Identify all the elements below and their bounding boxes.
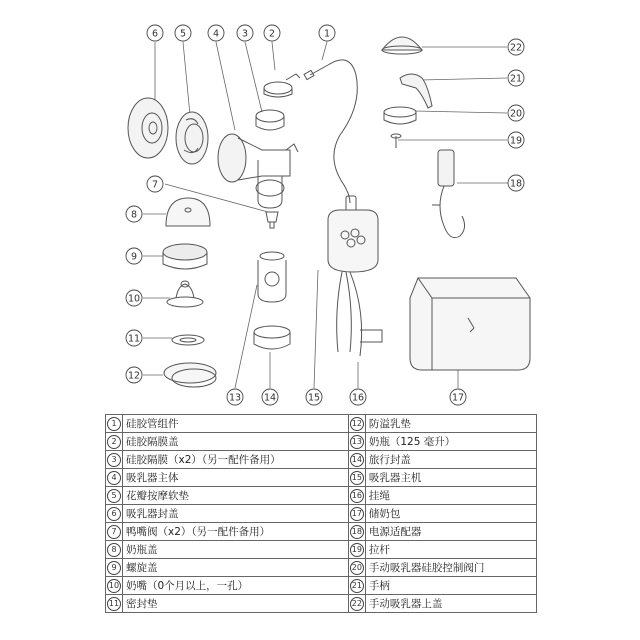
svg-text:6: 6 bbox=[151, 28, 159, 40]
travel-cap-drawing bbox=[254, 326, 290, 349]
part-number-badge: 13 bbox=[350, 435, 364, 449]
part-number-cell-right bbox=[348, 433, 365, 451]
table-row bbox=[106, 487, 537, 505]
part-number-cell-left bbox=[106, 523, 123, 541]
svg-text:15: 15 bbox=[307, 392, 321, 404]
svg-text:22: 22 bbox=[509, 42, 523, 54]
sealing-disc-drawing bbox=[172, 335, 204, 345]
svg-text:1: 1 bbox=[323, 28, 331, 40]
callout-14 bbox=[262, 389, 278, 405]
breast-pad-drawing bbox=[164, 363, 216, 387]
part-number-cell-right bbox=[348, 451, 365, 469]
part-number-badge: 12 bbox=[350, 417, 364, 431]
callout-2 bbox=[264, 25, 280, 41]
part-number-cell-left bbox=[106, 559, 123, 577]
svg-text:11: 11 bbox=[127, 333, 141, 345]
part-number-badge: 2 bbox=[107, 435, 121, 449]
part-number-badge: 21 bbox=[350, 579, 364, 593]
part-number-badge: 10 bbox=[107, 579, 121, 593]
callout-7 bbox=[147, 176, 163, 192]
part-number-cell-left bbox=[106, 541, 123, 559]
part-name-cell-left: 吸乳器封盖 bbox=[123, 505, 349, 523]
svg-text:9: 9 bbox=[130, 251, 138, 263]
part-name-cell-right: 奶瓶（125 毫升） bbox=[365, 433, 536, 451]
table-row bbox=[106, 451, 537, 469]
teat-drawing bbox=[167, 281, 203, 307]
part-name-cell-left: 吸乳器主体 bbox=[123, 469, 349, 487]
part-name-cell-right: 储奶包 bbox=[365, 505, 536, 523]
part-number-badge: 9 bbox=[107, 561, 121, 575]
part-number-cell-left bbox=[106, 469, 123, 487]
part-number-cell-left bbox=[106, 415, 123, 433]
callout-10 bbox=[126, 290, 142, 306]
svg-text:4: 4 bbox=[212, 28, 220, 40]
duckbill-valve-drawing bbox=[266, 212, 278, 228]
part-name-cell-left: 鸭嘴阀（x2）（另一配件备用） bbox=[123, 523, 349, 541]
part-name-cell-left: 硅胶隔膜盖 bbox=[123, 433, 349, 451]
part-number-cell-right bbox=[348, 523, 365, 541]
part-number-cell-right bbox=[348, 469, 365, 487]
silicone-diaphragm-drawing bbox=[256, 110, 284, 130]
part-number-badge: 4 bbox=[107, 471, 121, 485]
pump-body-drawing bbox=[218, 134, 298, 208]
callout-22 bbox=[508, 39, 524, 55]
svg-text:5: 5 bbox=[179, 28, 187, 40]
silicone-tubing-drawing bbox=[304, 60, 357, 212]
svg-text:7: 7 bbox=[151, 179, 159, 191]
control-valve-drawing bbox=[384, 107, 416, 124]
callout-5 bbox=[175, 25, 191, 41]
part-number-badge: 7 bbox=[107, 525, 121, 539]
part-number-cell-right bbox=[348, 595, 365, 613]
callout-20 bbox=[508, 105, 524, 121]
part-name-cell-left: 花瓣按摩软垫 bbox=[123, 487, 349, 505]
svg-text:18: 18 bbox=[509, 178, 523, 190]
part-name-cell-right: 防溢乳垫 bbox=[365, 415, 536, 433]
svg-text:19: 19 bbox=[509, 135, 523, 147]
part-number-badge: 14 bbox=[350, 453, 364, 467]
table-row bbox=[106, 505, 537, 523]
callout-16 bbox=[350, 389, 366, 405]
callout-6 bbox=[147, 25, 163, 41]
part-number-badge: 1 bbox=[107, 417, 121, 431]
part-number-badge: 19 bbox=[350, 543, 364, 557]
table-row bbox=[106, 415, 537, 433]
part-number-cell-left bbox=[106, 505, 123, 523]
part-number-badge: 5 bbox=[107, 489, 121, 503]
breast-pump-cover-drawing bbox=[128, 98, 168, 158]
callout-12 bbox=[126, 367, 142, 383]
part-name-cell-right: 电源适配器 bbox=[365, 523, 536, 541]
svg-text:3: 3 bbox=[241, 28, 249, 40]
table-row bbox=[106, 541, 537, 559]
part-number-badge: 8 bbox=[107, 543, 121, 557]
table-row bbox=[106, 559, 537, 577]
part-number-badge: 3 bbox=[107, 453, 121, 467]
callout-11 bbox=[126, 330, 142, 346]
part-number-cell-right bbox=[348, 541, 365, 559]
callout-17 bbox=[450, 389, 466, 405]
callout-19 bbox=[508, 132, 524, 148]
part-name-cell-right: 手动吸乳器硅胶控制阀门 bbox=[365, 559, 536, 577]
part-name-cell-right: 手柄 bbox=[365, 577, 536, 595]
part-number-cell-left bbox=[106, 595, 123, 613]
diaphragm-cap-drawing bbox=[264, 74, 300, 97]
table-row bbox=[106, 523, 537, 541]
svg-text:2: 2 bbox=[268, 28, 276, 40]
svg-text:10: 10 bbox=[127, 293, 141, 305]
svg-text:13: 13 bbox=[228, 392, 242, 404]
callout-4 bbox=[208, 25, 224, 41]
part-name-cell-right: 吸乳器主机 bbox=[365, 469, 536, 487]
part-number-badge: 20 bbox=[350, 561, 364, 575]
svg-text:12: 12 bbox=[127, 370, 141, 382]
motor-unit-drawing bbox=[328, 210, 378, 272]
part-name-cell-left: 奶瓶盖 bbox=[123, 541, 349, 559]
part-name-cell-left: 奶嘴（0个月以上，一孔） bbox=[123, 577, 349, 595]
part-number-cell-left bbox=[106, 577, 123, 595]
part-name-cell-left: 螺旋盖 bbox=[123, 559, 349, 577]
callout-1 bbox=[319, 25, 335, 41]
table-row bbox=[106, 433, 537, 451]
table-row bbox=[106, 595, 537, 613]
svg-text:21: 21 bbox=[509, 73, 523, 85]
part-number-badge: 22 bbox=[350, 597, 364, 611]
part-number-cell-right bbox=[348, 577, 365, 595]
callout-13 bbox=[227, 389, 243, 405]
part-number-cell-right bbox=[348, 487, 365, 505]
part-number-badge: 17 bbox=[350, 507, 364, 521]
callout-15 bbox=[306, 389, 322, 405]
part-name-cell-right: 拉杆 bbox=[365, 541, 536, 559]
lanyard-drawing bbox=[337, 272, 382, 356]
part-number-badge: 11 bbox=[107, 597, 121, 611]
part-name-cell-left: 硅胶管组件 bbox=[123, 415, 349, 433]
part-number-cell-left bbox=[106, 451, 123, 469]
part-number-badge: 15 bbox=[350, 471, 364, 485]
callout-3 bbox=[237, 25, 253, 41]
part-name-cell-left: 密封垫 bbox=[123, 595, 349, 613]
part-number-cell-left bbox=[106, 433, 123, 451]
power-adapter-drawing bbox=[432, 150, 465, 238]
screw-ring-drawing bbox=[163, 244, 207, 269]
callout-21 bbox=[508, 70, 524, 86]
svg-text:14: 14 bbox=[263, 392, 277, 404]
callout-18 bbox=[508, 175, 524, 191]
callout-9 bbox=[126, 248, 142, 264]
svg-text:20: 20 bbox=[509, 108, 523, 120]
table-row bbox=[106, 469, 537, 487]
part-name-cell-right: 旅行封盖 bbox=[365, 451, 536, 469]
svg-text:8: 8 bbox=[130, 209, 138, 221]
handle-drawing bbox=[400, 74, 432, 108]
part-name-cell-right: 挂绳 bbox=[365, 487, 536, 505]
part-name-cell-left: 硅胶隔膜（x2）（另一配件备用） bbox=[123, 451, 349, 469]
parts-list-table bbox=[105, 414, 537, 613]
part-number-cell-right bbox=[348, 505, 365, 523]
svg-text:17: 17 bbox=[451, 392, 465, 404]
part-number-badge: 18 bbox=[350, 525, 364, 539]
massage-cushion-drawing bbox=[176, 112, 208, 164]
bottle-drawing bbox=[258, 252, 286, 302]
part-number-cell-left bbox=[106, 487, 123, 505]
lever-drawing bbox=[391, 134, 401, 148]
part-number-badge: 16 bbox=[350, 489, 364, 503]
part-number-badge: 6 bbox=[107, 507, 121, 521]
top-cover-drawing bbox=[382, 37, 422, 54]
callout-8 bbox=[126, 206, 142, 222]
storage-bag-drawing bbox=[410, 278, 530, 370]
part-number-cell-right bbox=[348, 415, 365, 433]
table-row bbox=[106, 577, 537, 595]
svg-text:16: 16 bbox=[351, 392, 365, 404]
part-name-cell-right: 手动吸乳器上盖 bbox=[365, 595, 536, 613]
part-number-cell-right bbox=[348, 559, 365, 577]
bottle-cap-drawing bbox=[166, 198, 210, 226]
